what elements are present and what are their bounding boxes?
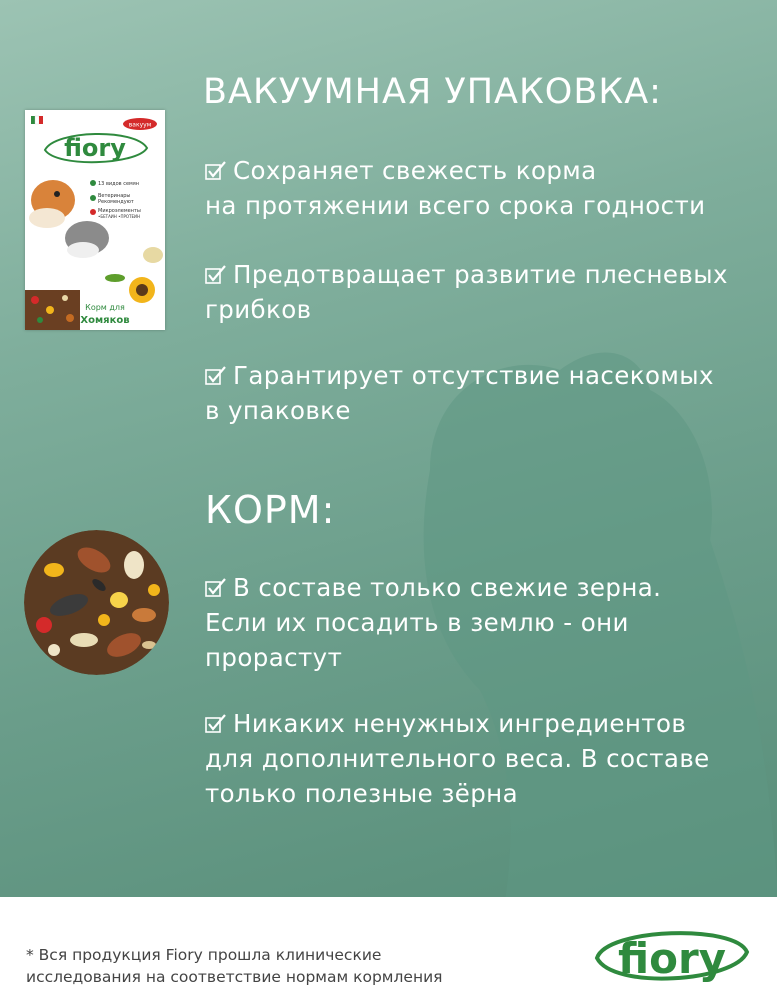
- footer-logo-text: fiory: [617, 934, 727, 983]
- benefit-no-fillers-text: Никаких ненужных ингредиентов для дополнительного веса. В составе только полезные зёрна: [205, 709, 710, 808]
- benefit-freshness-text: Сохраняет свежесть корма на протяжении всего срока годности: [205, 156, 706, 220]
- vacuum-packaging-heading: ВАКУУМНАЯ УПАКОВКА:: [203, 72, 662, 112]
- fiory-logo-icon: [585, 922, 755, 994]
- package-brand: fiory: [64, 134, 126, 162]
- package-feature-vets-1: Ветеринары: [98, 193, 131, 199]
- benefit-mold-text: Предотвращает развитие плесневых грибков: [205, 260, 728, 324]
- benefit-no-fillers: [205, 706, 710, 811]
- package-feature-micro-1: Микроэлементы: [98, 208, 141, 214]
- benefit-fresh-grains-text: В составе только свежие зерна. Если их посадить в землю - они прорастут: [205, 573, 662, 672]
- check-icon: [205, 714, 227, 734]
- benefit-insects: [205, 358, 714, 428]
- check-icon: [205, 265, 227, 285]
- check-icon: [205, 578, 227, 598]
- product-package-image: [25, 110, 165, 330]
- check-icon: [205, 366, 227, 386]
- package-feature-seeds: 13 видов семян: [98, 181, 140, 187]
- package-vacuum-badge: вакуум: [128, 121, 152, 129]
- package-name-1: Корм для: [85, 303, 125, 312]
- benefit-mold: [205, 257, 728, 327]
- seed-mix-image: [24, 530, 169, 675]
- check-icon: [205, 161, 227, 181]
- benefit-insects-text: Гарантирует отсутствие насекомых в упаковке: [205, 361, 714, 425]
- package-feature-vets-2: Рекомендуют: [98, 199, 134, 205]
- package-feature-micro-2: •БЕТАИН •ПРОТЕИН: [98, 214, 140, 219]
- benefit-fresh-grains: [205, 570, 661, 675]
- footnote: * Вся продукция Fiory прошла клинические исследования на соответствие нормам кормления: [26, 946, 443, 986]
- package-name-2: Хомяков: [80, 315, 130, 326]
- food-heading: КОРМ:: [205, 488, 336, 532]
- benefit-freshness: [205, 153, 706, 223]
